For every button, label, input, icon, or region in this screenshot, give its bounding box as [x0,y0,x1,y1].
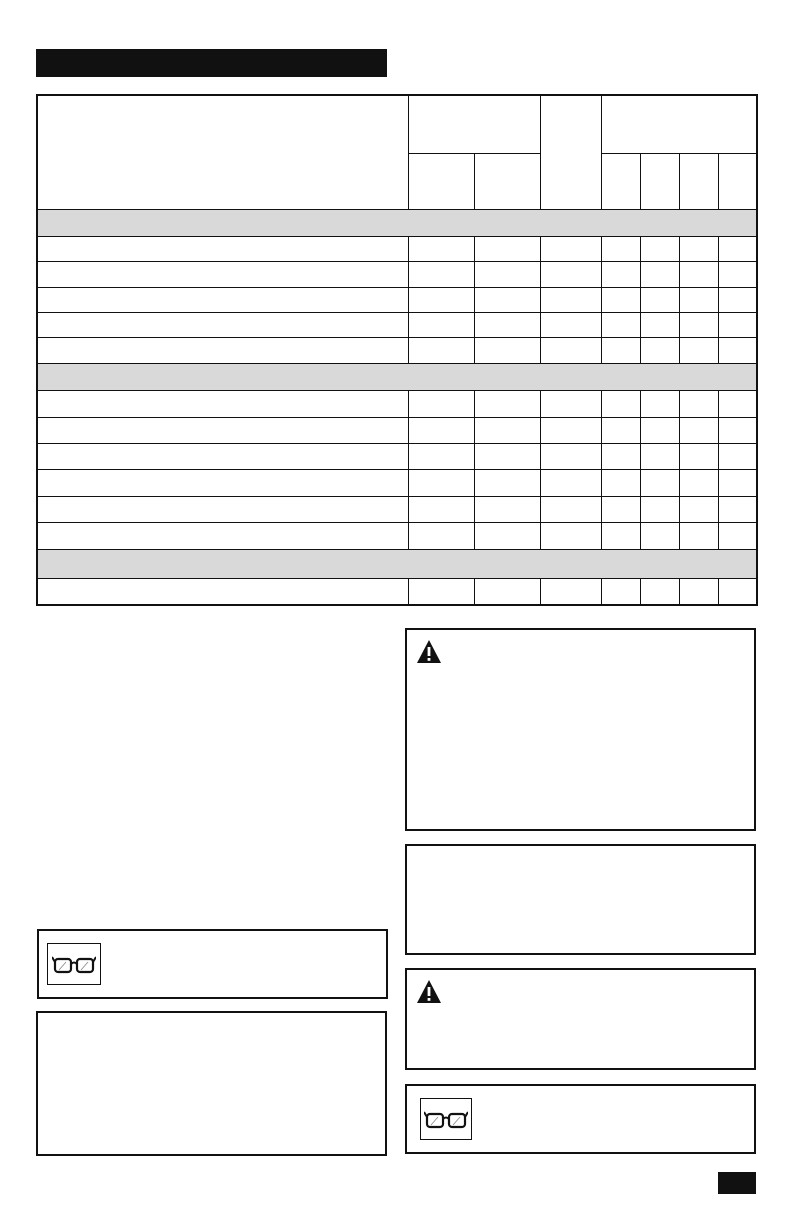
interval-cell [718,236,757,261]
interval-cell [718,578,757,605]
interval-cell [640,443,679,469]
interval-cell [718,496,757,522]
interval-cell [601,470,640,496]
interval-cell [408,313,474,338]
header-sub-cell [474,153,540,209]
table-row [37,496,757,522]
interval-cell [474,338,540,363]
interval-cell [601,391,640,417]
maintenance-schedule-table [36,94,758,606]
table-section-row [37,363,757,390]
table-row [37,236,757,261]
interval-cell [474,313,540,338]
interval-cell [540,470,601,496]
header-sub-cell [601,153,640,209]
interval-cell [679,417,718,443]
interval-cell [718,313,757,338]
interval-cell [474,417,540,443]
item-cell [37,470,408,496]
item-cell [37,287,408,312]
interval-cell [408,236,474,261]
interval-cell [540,417,601,443]
item-cell [37,262,408,287]
interval-cell [640,313,679,338]
safety-glasses-icon [420,1098,472,1140]
eye-protection-notice [405,1084,756,1154]
interval-cell [540,391,601,417]
interval-cell [640,338,679,363]
interval-cell [718,391,757,417]
interval-cell [408,287,474,312]
item-cell [37,338,408,363]
interval-cell [640,236,679,261]
interval-cell [474,262,540,287]
interval-cell [601,496,640,522]
interval-cell [408,496,474,522]
interval-cell [408,523,474,549]
interval-cell [540,523,601,549]
interval-cell [718,417,757,443]
interval-cell [718,523,757,549]
table-row [37,338,757,363]
interval-cell [679,313,718,338]
interval-cell [679,578,718,605]
header-item-cell [37,95,408,209]
header-group-cell [408,95,540,153]
interval-cell [408,578,474,605]
warning-box [405,968,756,1070]
notice-box [36,1011,387,1156]
interval-cell [540,236,601,261]
interval-cell [474,391,540,417]
interval-cell [474,287,540,312]
interval-cell [640,578,679,605]
header-group-cell [601,95,757,153]
interval-cell [718,338,757,363]
interval-cell [540,443,601,469]
interval-cell [408,417,474,443]
interval-cell [408,338,474,363]
interval-cell [408,391,474,417]
interval-cell [540,578,601,605]
warning-box [405,628,756,831]
interval-cell [601,338,640,363]
header-single-cell [540,95,601,209]
header-sub-cell [408,153,474,209]
warning-triangle-icon [416,639,442,665]
table-row [37,417,757,443]
interval-cell [679,262,718,287]
interval-cell [474,236,540,261]
table-section-row [37,209,757,236]
interval-cell [601,523,640,549]
item-cell [37,443,408,469]
section-heading-cell [37,549,757,578]
interval-cell [474,578,540,605]
interval-cell [540,338,601,363]
interval-cell [601,236,640,261]
interval-cell [679,496,718,522]
item-cell [37,236,408,261]
interval-cell [640,262,679,287]
interval-cell [408,470,474,496]
interval-cell [540,496,601,522]
interval-cell [540,313,601,338]
interval-cell [601,417,640,443]
interval-cell [679,470,718,496]
table-row [37,262,757,287]
interval-cell [718,470,757,496]
interval-cell [718,443,757,469]
section-title-bar [36,49,387,77]
table-section-row [37,549,757,578]
interval-cell [679,443,718,469]
table-row [37,578,757,605]
interval-cell [601,262,640,287]
interval-cell [540,287,601,312]
header-sub-cell [679,153,718,209]
interval-cell [474,443,540,469]
interval-cell [601,313,640,338]
interval-cell [540,262,601,287]
interval-cell [640,417,679,443]
section-heading-cell [37,209,757,236]
interval-cell [640,391,679,417]
interval-cell [640,523,679,549]
safety-glasses-icon [47,943,101,985]
interval-cell [679,236,718,261]
item-cell [37,391,408,417]
table-header [37,95,757,209]
interval-cell [474,496,540,522]
interval-cell [679,287,718,312]
warning-triangle-icon [416,979,442,1005]
table-body [37,209,757,605]
interval-cell [408,443,474,469]
interval-cell [679,338,718,363]
interval-cell [474,470,540,496]
interval-cell [601,443,640,469]
section-heading-cell [37,363,757,390]
interval-cell [640,470,679,496]
item-cell [37,578,408,605]
interval-cell [679,523,718,549]
interval-cell [474,523,540,549]
interval-cell [408,262,474,287]
item-cell [37,523,408,549]
interval-cell [640,496,679,522]
header-sub-cell [640,153,679,209]
table-row [37,470,757,496]
table-row [37,523,757,549]
interval-cell [640,287,679,312]
notice-box [405,844,756,955]
interval-cell [718,287,757,312]
item-cell [37,313,408,338]
interval-cell [601,287,640,312]
table-row [37,391,757,417]
table-row [37,287,757,312]
table-row [37,443,757,469]
page-number [718,1172,756,1194]
header-sub-cell [718,153,757,209]
table-row [37,313,757,338]
item-cell [37,496,408,522]
interval-cell [679,391,718,417]
interval-cell [718,262,757,287]
interval-cell [601,578,640,605]
item-cell [37,417,408,443]
eye-protection-notice [37,929,388,999]
